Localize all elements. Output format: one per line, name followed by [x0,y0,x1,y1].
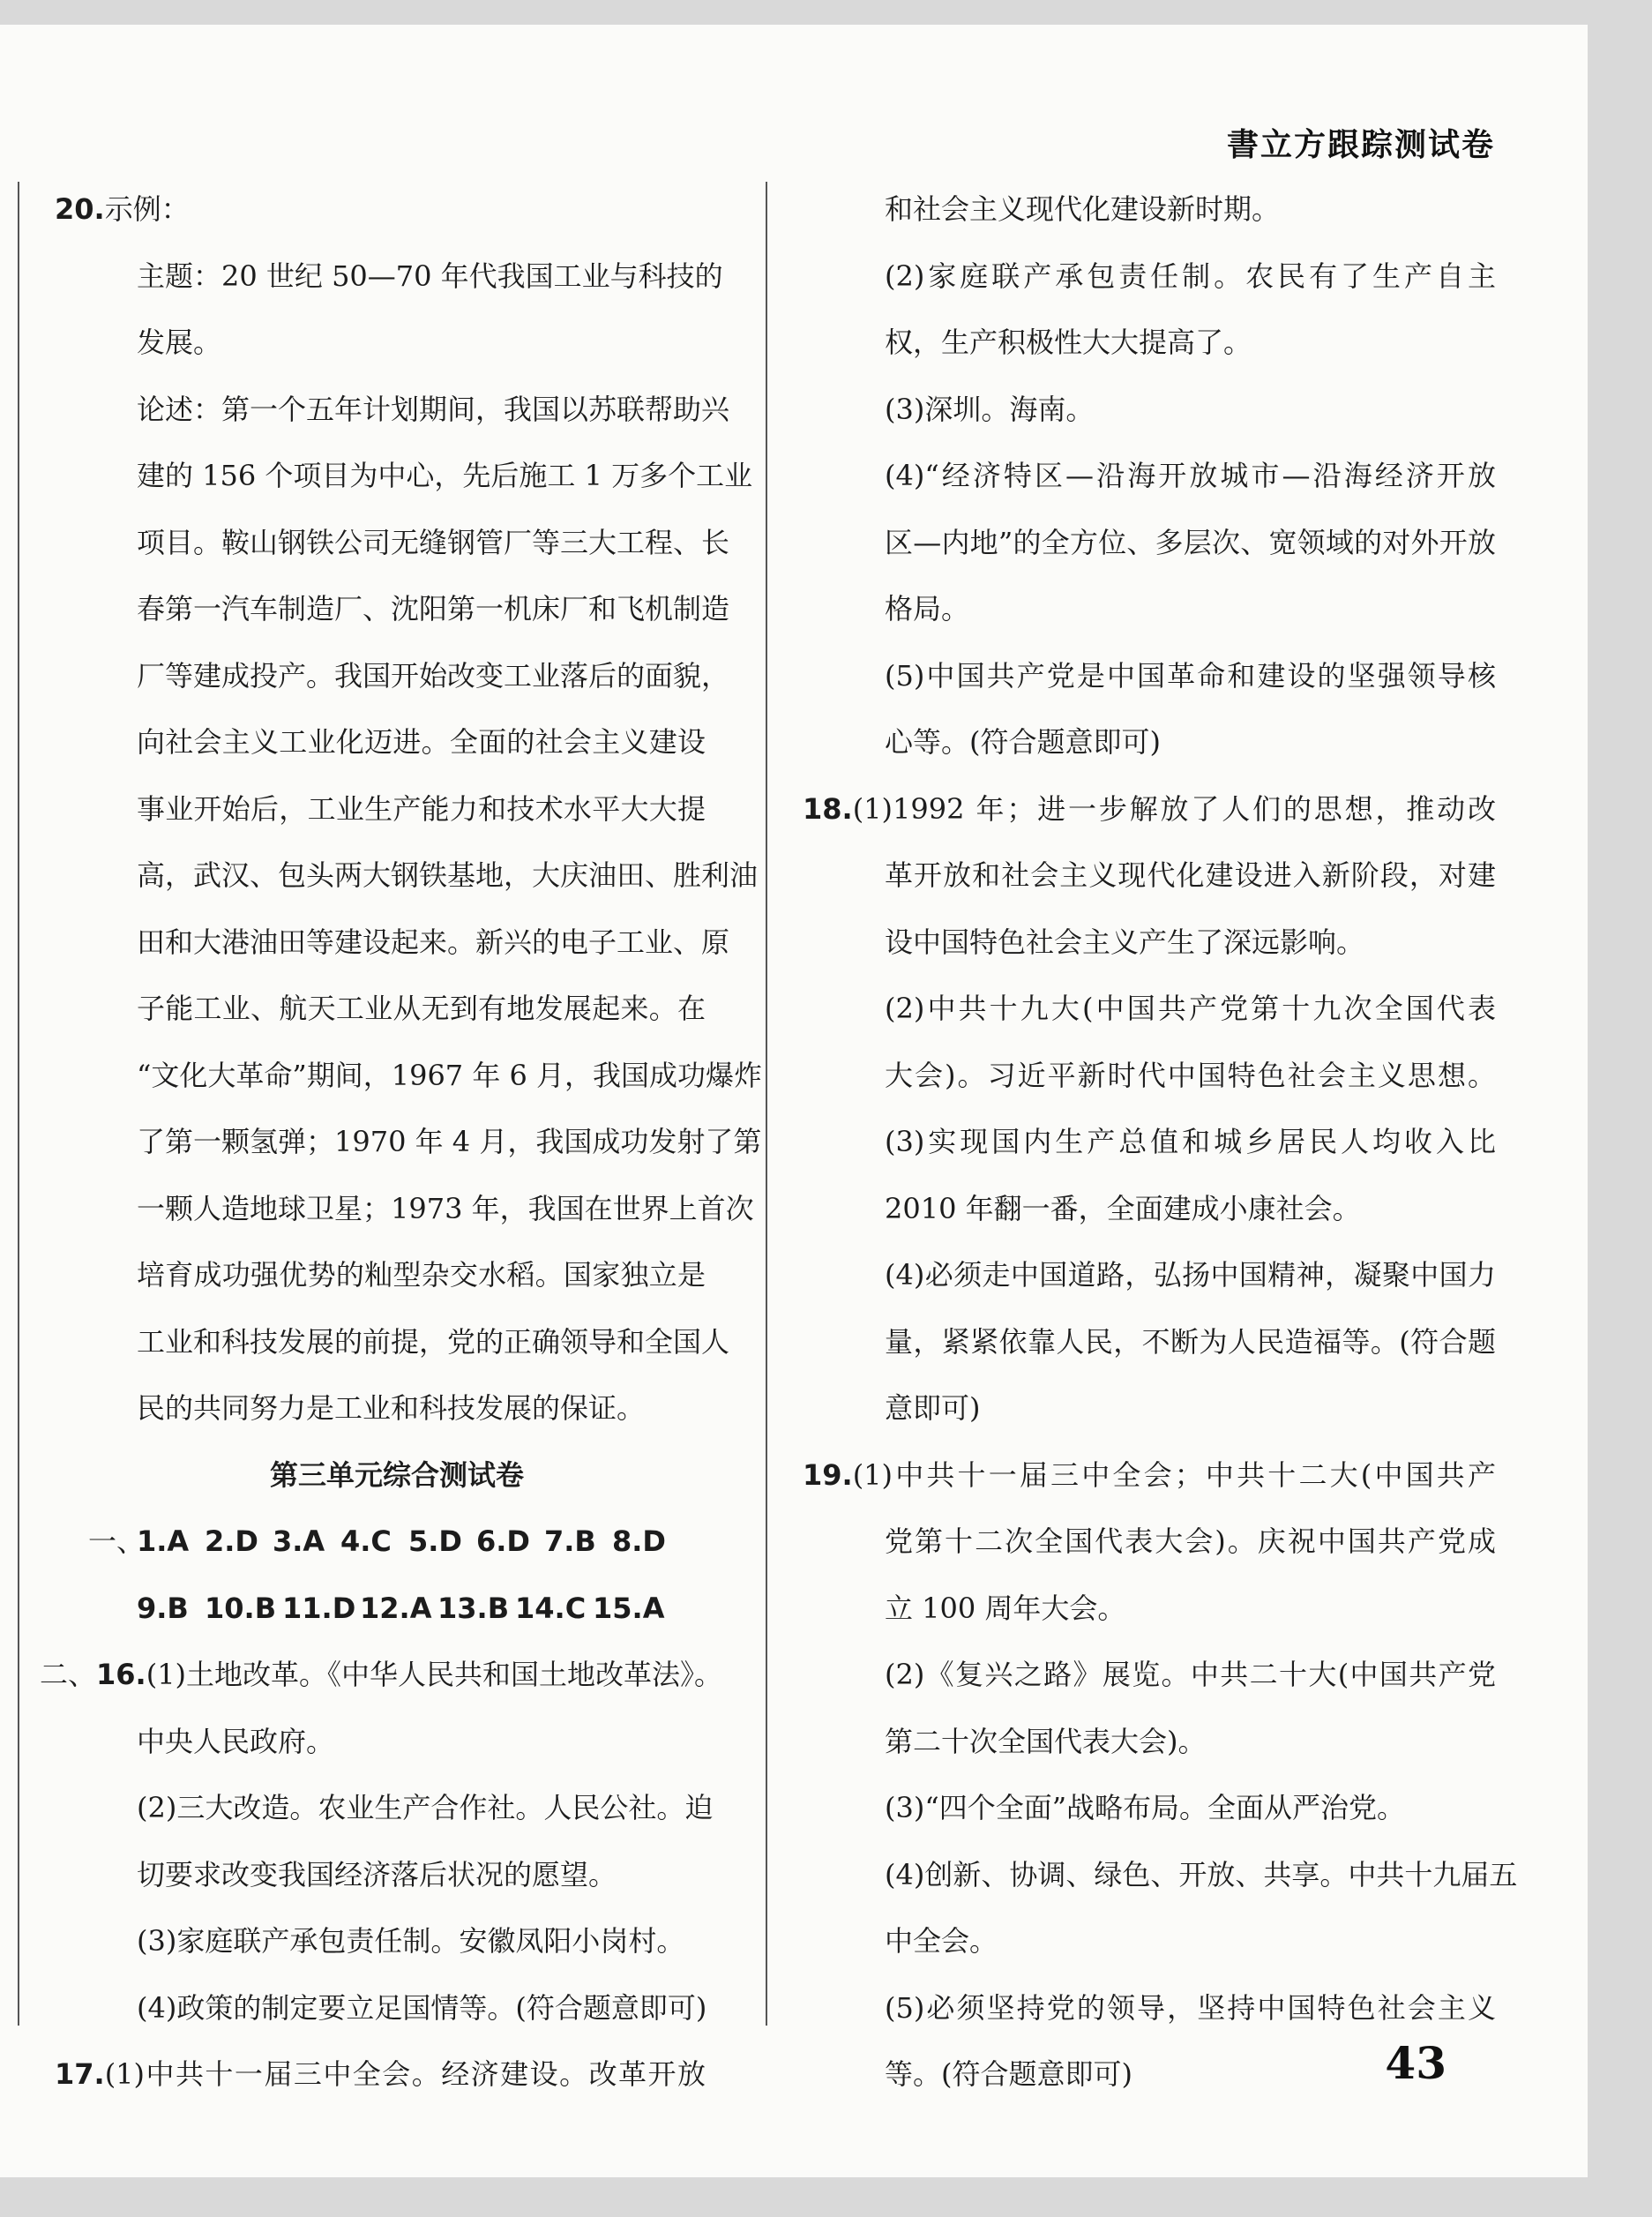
text-line [88,510,730,577]
mc-answer: 11.D [282,1591,356,1625]
text-line [88,576,730,643]
line-text: 2010 年翻一番，全面建成小康社会。 [885,1191,1361,1225]
text-line [88,443,753,510]
line-text: 和社会主义现代化建设新时期。 [885,192,1281,226]
text-line [836,1642,1496,1709]
mc-answer: 9.B [137,1591,189,1625]
line-text: 中全会。 [885,1924,998,1958]
text-line [88,1842,706,1909]
line-text: 建的 156 个项目为中心，先后施工 1 万多个工业 [137,459,753,492]
text-line [836,709,1496,776]
text-line [88,1375,706,1442]
text-line [836,510,1496,577]
line-text: (2)三大改造。农业生产合作社。人民公社。迫 [137,1791,714,1824]
text-line [836,1709,1496,1776]
text-line [836,310,1496,377]
text-line [88,377,730,444]
line-text: (3)深圳。海南。 [885,392,1095,426]
line-text: (2)家庭联产承包责任制。农民有了生产自主 [885,258,1496,293]
line-text: (2)《复兴之路》展览。中共二十大(中国共产党 [885,1658,1496,1691]
text-line [836,1043,1496,1110]
text-line [836,1775,1496,1842]
text-line [803,776,1496,843]
part-label: 二、 [40,1658,97,1691]
text-line [836,643,1496,710]
line-text: 示例： [104,192,190,226]
text-line [88,843,759,910]
line-text: 厂等建成投产。我国开始改变工业落后的面貌， [137,658,730,693]
section-title: 第三单元综合测试卷 [269,1457,524,1492]
line-text: 工业和科技发展的前提，党的正确领导和全国人 [137,1324,730,1359]
text-line [55,2041,706,2108]
line-text: 意即可) [885,1391,981,1425]
line-text: (5)必须坚持党的领导，坚持中国特色社会主义 [885,1990,1496,2025]
page [0,25,1588,2177]
line-text: 民的共同努力是工业和科技发展的保证。 [137,1391,646,1425]
line-text: 了第一颗氢弹；1970 年 4 月，我国成功发射了第 [137,1125,762,1158]
mc-answer: 10.B [205,1591,277,1625]
line-text: (3)“四个全面”战略布局。全面从严治党。 [885,1791,1406,1824]
mc-answer: 12.A [360,1591,432,1625]
line-text: (1)土地改革。《中华人民共和国土地改革法》。 [146,1658,723,1691]
line-text: 事业开始后，工业生产能力和技术水平大大提 [137,791,706,826]
text-line [88,1709,706,1776]
text-line [88,1908,706,1975]
line-text: 区—内地”的全方位、多层次、宽领域的对外开放 [885,525,1496,559]
text-line [88,1043,763,1110]
text-line [836,1975,1496,2042]
line-text: 格局。 [885,592,970,625]
mc-answer: 13.B [437,1591,510,1625]
line-text: (3)实现国内生产总值和城乡居民人均收入比 [885,1125,1496,1158]
text-line [836,243,1496,311]
mc-answer: 4.C [340,1524,392,1558]
answer-20-block [55,176,763,1442]
answers-16-17-block [40,1642,723,2108]
line-text: 春第一汽车制造厂、沈阳第一机床厂和飞机制造 [137,592,730,625]
line-text: (4)“经济特区—沿海开放城市—沿海经济开放 [885,459,1496,492]
line-text: 培育成功强优势的籼型杂交水稻。国家独立是 [137,1258,706,1292]
text-line [836,1576,1496,1643]
text-line [55,176,706,243]
line-text: 中央人民政府。 [137,1724,335,1758]
question-number: 18. [803,791,853,826]
question-number: 19. [803,1457,853,1492]
line-text: (2)中共十九大(中国共产党第十九次全国代表 [885,992,1496,1025]
header-title: 書立方跟踪测试卷 [1226,127,1495,163]
line-text: 论述：第一个五年计划期间，我国以苏联帮助兴 [137,392,730,426]
text-line [88,910,730,977]
text-line [88,643,730,710]
text-line [836,576,1496,643]
text-line [40,1642,723,1709]
line-text: 一颗人造地球卫星；1973 年，我国在世界上首次 [137,1191,754,1225]
text-line [88,1176,754,1243]
line-text: 田和大港油田等建设起来。新兴的电子工业、原 [137,925,730,959]
mc-answer: 1.A [137,1524,190,1558]
text-line [836,976,1496,1043]
line-text: 革开放和社会主义现代化建设进入新阶段，对建 [885,858,1496,892]
text-line [88,1242,706,1309]
line-text: 权，生产积极性大大提高了。 [885,326,1252,359]
text-line [836,1242,1496,1309]
text-line [836,377,1496,444]
text-line [88,1309,730,1376]
column-divider [766,182,767,2026]
text-line [88,310,706,377]
text-line [88,776,706,843]
line-text: 等。(符合题意即可) [885,2057,1132,2091]
mc-answer: 5.D [408,1524,462,1558]
line-text: 立 100 周年大会。 [885,1591,1126,1625]
left-margin-rule [18,182,19,2026]
mc-answer: 2.D [205,1524,258,1558]
text-line [836,1375,1496,1442]
question-number: 20. [55,192,105,226]
line-text: (1)中共十一届三中全会。经济建设。改革开放 [104,2057,706,2091]
question-number: 16. [96,1658,146,1691]
line-text: 切要求改变我国经济落后状况的愿望。 [137,1857,617,1891]
line-text: 大会)。习近平新时代中国特色社会主义思想。 [885,1058,1496,1092]
text-line [836,176,1496,243]
line-text: (4)政策的制定要立足国情等。(符合题意即可) [137,1990,707,2025]
line-text: 量，紧紧依靠人民，不断为人民造福等。(符合题 [885,1324,1496,1359]
text-line [836,443,1496,510]
line-text: 向社会主义工业化迈进。全面的社会主义建设 [137,725,706,759]
mc-answers-row-2 [88,1576,706,1643]
answers-17-19-block [803,176,1518,2108]
right-column [803,176,1518,2108]
line-text: 主题：20 世纪 50—70 年代我国工业与科技的 [137,258,723,293]
text-line [836,1176,1496,1243]
line-text: (1)中共十一届三中全会；中共十二大(中国共产 [852,1457,1496,1492]
mc-answer: 6.D [476,1524,530,1558]
text-line [836,1309,1496,1376]
line-text: (1)1992 年；进一步解放了人们的思想，推动改 [852,791,1496,826]
text-line [836,1908,1496,1975]
mc-answer: 7.B [544,1524,596,1558]
left-column [40,176,763,2108]
text-line [836,843,1496,910]
line-text: 心等。(符合题意即可) [885,725,1161,759]
text-line [88,1775,714,1842]
line-text: 党第十二次全国代表大会)。庆祝中国共产党成 [885,1524,1496,1558]
text-line [88,243,723,311]
line-text: 发展。 [137,326,222,359]
line-text: (4)必须走中国道路，弘扬中国精神，凝聚中国力 [885,1258,1496,1292]
mc-answer: 8.D [612,1524,666,1558]
line-text: 第二十次全国代表大会)。 [885,1724,1207,1758]
text-line [88,709,706,776]
text-line [88,976,706,1043]
text-line [836,1842,1518,1909]
mc-answers-row-1 [88,1509,706,1576]
line-text: 设中国特色社会主义产生了深远影响。 [885,925,1365,959]
text-line [88,1975,706,2042]
text-line [88,1109,762,1176]
line-text: “文化大革命”期间，1967 年 6 月，我国成功爆炸 [137,1058,763,1092]
text-line [836,1109,1496,1176]
mc-answer: 14.C [515,1591,587,1625]
line-text: (3)家庭联产承包责任制。安徽凤阳小岗村。 [137,1924,685,1958]
line-text: (4)创新、协调、绿色、开放、共享。中共十九届五 [885,1857,1518,1891]
question-number: 17. [55,2057,105,2091]
line-text: (5)中国共产党是中国革命和建设的坚强领导核 [885,658,1496,693]
line-text: 高，武汉、包头两大钢铁基地，大庆油田、胜利油 [137,858,759,892]
line-text: 项目。鞍山钢铁公司无缝钢管厂等三大工程、长 [137,525,730,559]
mc-answer: 15.A [593,1591,665,1625]
line-text: 子能工业、航天工业从无到有地发展起来。在 [137,992,706,1025]
part-one-label: 一、 [88,1524,146,1558]
text-line [836,1509,1496,1576]
page-number: 43 [1385,2037,1446,2089]
text-line [803,1442,1496,1509]
text-line [836,910,1496,977]
mc-answer: 3.A [273,1524,325,1558]
